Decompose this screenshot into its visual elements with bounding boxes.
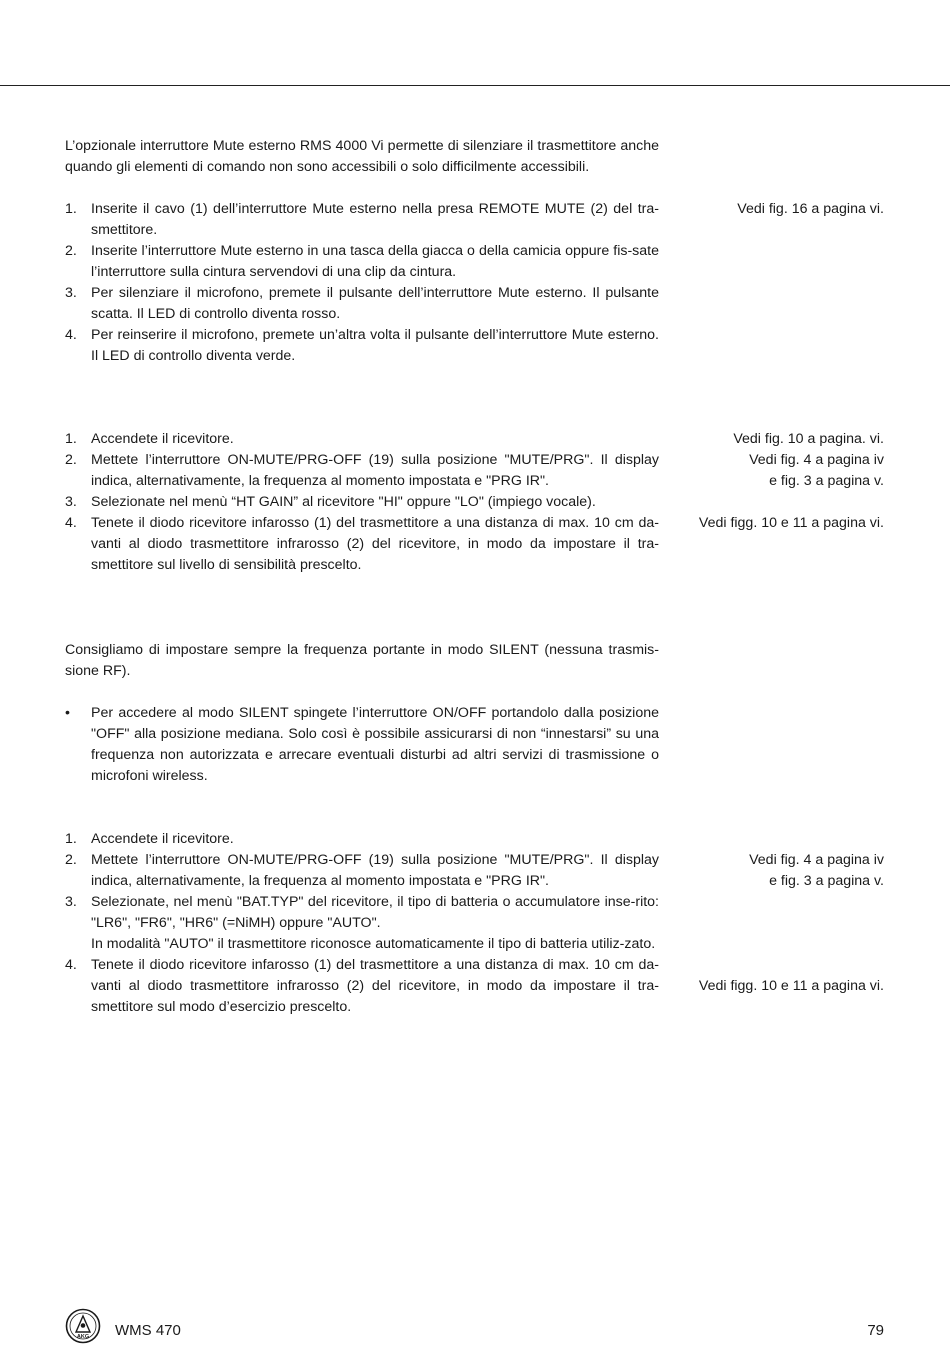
akg-logo-icon xyxy=(65,1308,101,1344)
step-note: In modalità "AUTO" il trasmettitore riconosce automaticamente il tipo di batteria utiliz-zato. xyxy=(91,936,656,952)
silent-intro: Consigliamo di impostare sempre la frequenza portante in modo SILENT (nessuna trasmis-sione RF). xyxy=(65,642,659,679)
list-item: 2. Inserite l’interruttore Mute esterno in una tasca della giacca o della camicia oppure fis-sate l’interruttore sulla cintura servendovi di una clip da cintura. xyxy=(65,243,659,280)
list-item: 2. Mettete l’interruttore ON-MUTE/PRG-OFF (19) sulla posizione "MUTE/PRG". Il display indica, alternativamente, la frequenza al momento impostata e "PRG IR". xyxy=(65,452,659,489)
list-item: 3. Selezionate, nel menù "BAT.TYP" del ricevitore, il tipo di batteria o accumulatore inse-rito: "LR6", "FR6", "HR6" (=NiMH) oppure "AUTO". In modalità "AUTO" il trasmettitore riconosce automaticamente il tipo di batteria utiliz-zato. xyxy=(65,892,659,955)
figure-reference: Vedi figg. 10 e 11 a pagina vi. xyxy=(698,978,884,994)
mute-steps xyxy=(65,199,659,367)
figure-reference: Vedi fig. 4 a pagina iv xyxy=(749,852,884,868)
list-item: 4. Per reinserire il microfono, premete un’altra volta il pulsante dell’interruttore Mute esterno. Il LED di controllo diventa verde. xyxy=(65,327,659,364)
page-footer xyxy=(0,1318,950,1348)
header-rule xyxy=(0,85,950,86)
list-item: 2. Mettete l’interruttore ON-MUTE/PRG-OFF (19) sulla posizione "MUTE/PRG". Il display indica, alternativamente, la frequenza al momento impostata e "PRG IR". xyxy=(65,852,659,889)
model-name: WMS 470 xyxy=(115,1322,181,1339)
list-item: 3. Per silenziare il microfono, premete il pulsante dell’interruttore Mute esterno. Il pulsante scatta. Il LED di controllo diventa rosso. xyxy=(65,285,659,322)
side-reference xyxy=(670,429,884,492)
list-item: 4. Tenete il diodo ricevitore infarosso (1) del trasmettitore a una distanza di max. 10 cm da-vanti al diodo trasmettitore infrarosso (2) del ricevitore, in modo da impostare il tra-smettitore sul livello di sensibilità prescelto. xyxy=(65,515,659,573)
side-reference xyxy=(670,199,884,220)
side-reference xyxy=(670,850,884,892)
figure-reference: Vedi fig. 10 a pagina. vi. xyxy=(733,431,884,447)
list-item: 1. Inserite il cavo (1) dell’interruttore Mute esterno nella presa REMOTE MUTE (2) del tra-smettitore. xyxy=(65,201,659,238)
bullet-icon: • xyxy=(65,705,70,721)
side-reference xyxy=(670,513,884,534)
mute-intro: L’opzionale interruttore Mute esterno RMS 4000 Vi permette di silenziare il trasmettitore anche quando gli elementi di comando non sono accessibili o solo difficilmente accessibili. xyxy=(65,138,659,175)
list-item: 1. Accendete il ricevitore. xyxy=(65,831,234,847)
list-item: • Per accedere al modo SILENT spingete l’interruttore ON/OFF portandolo dalla posizione "OFF" alla posizione mediana. Solo così è possibile assicurarsi di non “innestarsi” su una frequenza non autorizzata e arrecare eventuali disturbi ad altri servizi di trasmissione o microfoni wireless. xyxy=(65,705,659,784)
figure-reference: Vedi figg. 10 e 11 a pagina vi. xyxy=(698,515,884,531)
gain-steps xyxy=(65,429,659,576)
list-item: 1. Accendete il ricevitore. xyxy=(65,431,234,447)
page-number: 79 xyxy=(867,1322,884,1339)
figure-reference: e fig. 3 a pagina v. xyxy=(769,873,884,889)
silent-bullets xyxy=(65,703,659,787)
list-item: 4. Tenete il diodo ricevitore infarosso (1) del trasmettitore a una distanza di max. 10 cm da-vanti al diodo trasmettitore infrarosso (2) del ricevitore, in modo da impostare il tra-smettitore sul modo d’esercizio prescelto. xyxy=(65,957,659,1015)
figure-reference: Vedi fig. 16 a pagina vi. xyxy=(737,201,884,217)
logo-text: AKG xyxy=(76,1334,90,1340)
figure-reference: Vedi fig. 4 a pagina iv xyxy=(749,452,884,468)
figure-reference: e fig. 3 a pagina v. xyxy=(769,473,884,489)
side-reference xyxy=(670,976,884,997)
battery-steps xyxy=(65,829,659,1018)
list-item: 3. Selezionate nel menù “HT GAIN” al ricevitore "HI" oppure "LO" (impiego vocale). xyxy=(65,494,596,510)
